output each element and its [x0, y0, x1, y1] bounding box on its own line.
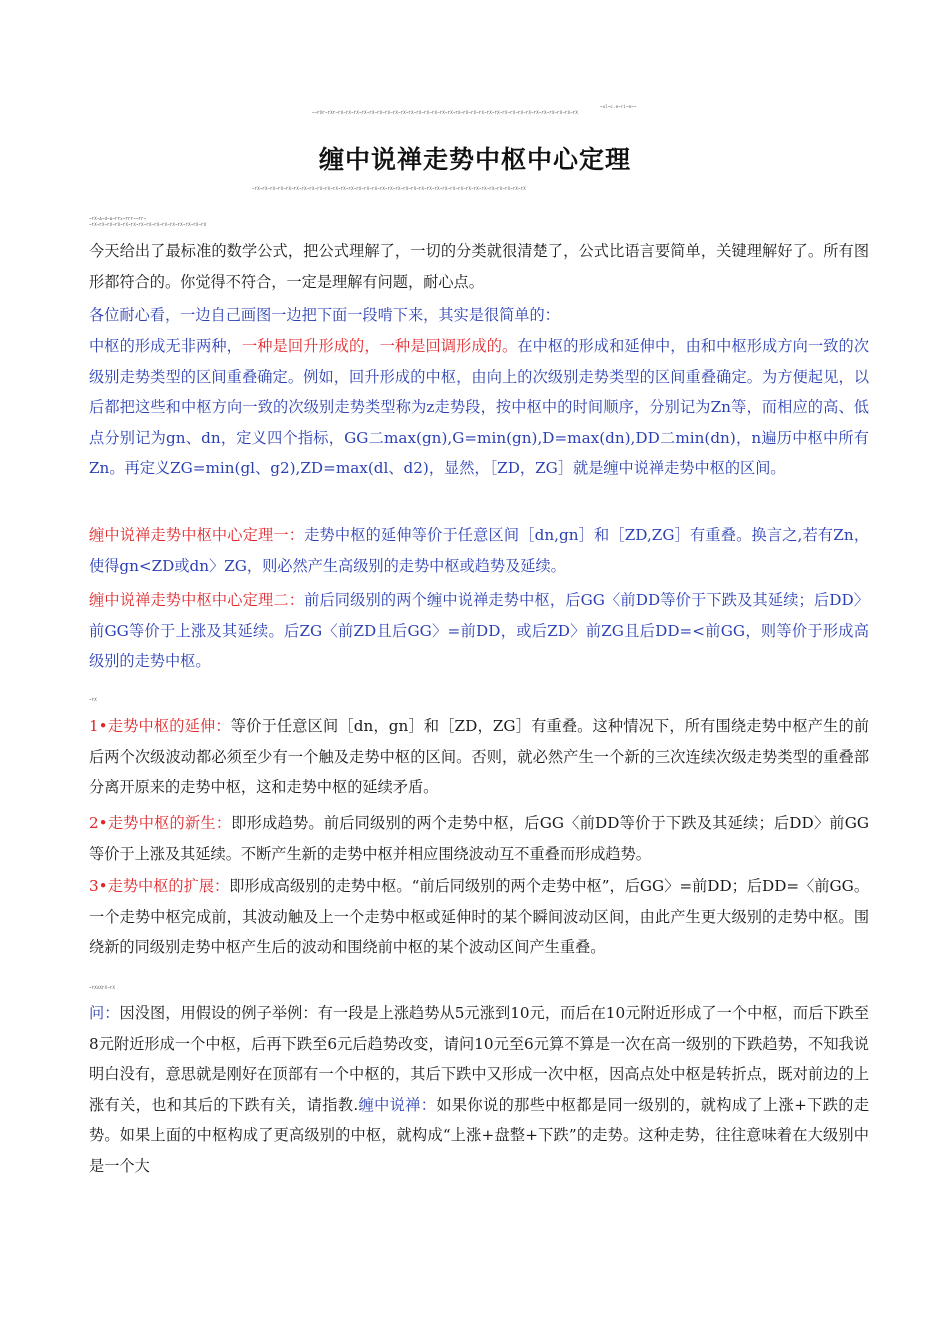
theorem-2-text: 前后同级别的两个缠中说禅走势中枢，后GG〈前DD等价于下跌及其延续；后DD〉前GG等价于上涨及其延续。后ZG〈前ZD且后GG〉=前DD，或后ZD〉前ZG且后DD=<前GG，则等价于形成高级别的走势中枢。 — [89, 591, 869, 670]
header-deco-small: ~ul~c.e~ri~e~~ — [600, 104, 637, 109]
answer-label: 缠中说禅： — [358, 1095, 437, 1114]
paragraph-point-2 — [89, 808, 869, 869]
paragraph-definition — [89, 331, 869, 484]
theorem-1-label: 缠中说禅走势中枢中心定理一： — [89, 526, 305, 544]
definition-lead: 中枢的形成无非两种， — [89, 337, 242, 355]
point-1-text: 等价于任意区间［dn，gn］和［ZD，ZG］有重叠。这种情况下，所有围绕走势中枢产生的前后两个次级波动都必须至少有一个触及走势中枢的区间。否则，就必然产生一个新的三次连续次级走势类型的重叠部分离开原来的走势中枢，这和走势中枢的延续矛盾。 — [89, 717, 870, 796]
paragraph-point-1 — [89, 711, 869, 803]
page-title: 缠中说禅走势中枢中心定理 — [318, 144, 631, 174]
paragraph-intro: 今天给出了最标准的数学公式，把公式理解了，一切的分类就很清楚了，公式比语言要简单，关键理解好了。所有图形都符合的。你觉得不符合，一定是理解有问题，耐心点。 — [89, 242, 869, 291]
point-3-label: 3•走势中枢的扩展： — [89, 877, 230, 895]
definition-highlight: 一种是回升形成的，一种是回调形成的。 — [241, 337, 518, 355]
section-mark-2: ~ΓX — [89, 697, 97, 702]
paragraph-theorem-1 — [89, 520, 869, 581]
question-text: 因没图，用假设的例子举例：有一段是上涨趋势从5元涨到10元，而后在10元附近形成了一个中枢，而后下跌至8元附近形成一个中枢，后再下跌至6元后趋势改变，请问10元至6元算不算是一次在高一级别的下跌趋势，不知我说明白没有，意思就是刚好在顶部有一个中枢的，其后下跌中又形成一次中枢，因高点处中枢是转折点，既对前边的上涨有关，也和其后的下跌有关，请指教. — [89, 1004, 869, 1114]
paragraph-instruction: 各位耐心看，一边自己画图一边把下面一段啃下来，其实是很简单的： — [89, 306, 560, 324]
answer-text: 如果你说的那些中枢都是同一级别的，就构成了上涨+下跌的走势。如果上面的中枢构成了更高级别的中枢，就构成“上涨+盘整+下跌”的走势。这种走势，往往意味着在大级别中是一个大 — [89, 1095, 870, 1175]
header-deco-top-line: ~~ΓXΓ~ΓXΓ~ΓX~ΓX~ΓX~ΓX~ΓX~ΓX~ΓX~ΓX~ΓX~ΓX~ΓX~ΓX~ΓX~ΓX~ΓX~ΓX~ΓX~ΓX~ΓX~ΓX~ΓX~ΓX~ΓX~ΓX~ΓX~ΓX~ΓX~ΓX~ΓX~ΓX~ΓX — [312, 110, 579, 115]
header-deco-bottom-line: ~ΓX~ΓX~ΓX~ΓX~ΓX~ΓX~ΓX~ΓX~ΓX~ΓX~ΓX~ΓX~ΓX~ΓX~ΓX~ΓX~ΓX~ΓX~ΓX~ΓX~ΓX~ΓX~ΓX~ΓX~ΓX~ΓX~ΓX~ΓX~ΓX~ΓX~ΓX~ΓX~ΓX~ΓX~ΓX — [252, 186, 526, 191]
point-2-label: 2•走势中枢的新生： — [89, 814, 232, 832]
section-mark-3: ~ΓXΛXΓX~ΓX — [89, 985, 116, 990]
section-mark-intro-1: ~ΓX~Δ~d~Δ~ΓΓx~ΓΓΓ~~ΓΓ~ — [89, 216, 147, 221]
question-label: 问： — [89, 1004, 120, 1022]
section-mark-intro-2: ~ΓX~ΓX~ΓX~ΓX~ΓX~ΓX~ΓX~ΓX~ΓX~ΓX~ΓX~ΓX~ΓX~ΓX~ΓX — [89, 222, 207, 227]
definition-body: 在中枢的形成和延伸中，由和中枢形成方向一致的次级别走势类型的区间重叠确定。例如，回升形成的中枢，由向上的次级别走势类型的区间重叠确定。为方便起见，以后都把这些和中枢方向一致的次级别走势类型称为z走势段，按中枢中的时间顺序，分别记为Zn等，而相应的高、低点分别记为gn、dn，定义四个指标，GG二max(gn),G=min(gn),D=max(dn),DD二min(dn)，n遍历中枢中所有Zn。再定义ZG=min(gl、g2),ZD=max(dl、d2)，显然，［ZD，ZG］就是缠中说禅走势中枢的区间。 — [89, 337, 870, 477]
paragraph-qa — [89, 998, 869, 1181]
theorem-1-text: 走势中枢的延伸等价于任意区间［dn,gn］和［ZD,ZG］有重叠。换言之,若有Zn，使得gn<ZD或dn〉ZG，则必然产生高级别的走势中枢或趋势及延续。 — [89, 526, 870, 575]
paragraph-theorem-2 — [89, 585, 869, 677]
paragraph-point-3 — [89, 871, 869, 963]
point-2-text: 即形成趋势。前后同级别的两个走势中枢，后GG〈前DD等价于下跌及其延续；后DD〉前GG等价于上涨及其延续。不断产生新的走势中枢并相应围绕波动互不重叠而形成趋势。 — [89, 814, 869, 863]
point-3-text: 即形成高级别的走势中枢。“前后同级别的两个走势中枢”，后GG〉=前DD；后DD=〈前GG。一个走势中枢完成前，其波动触及上一个走势中枢或延伸时的某个瞬间波动区间，由此产生更大级别的走势中枢。围绕新的同级别走势中枢产生后的波动和围绕前中枢的某个波动区间产生重叠。 — [89, 877, 870, 956]
point-1-label: 1•走势中枢的延伸： — [89, 717, 231, 735]
theorem-2-label: 缠中说禅走势中枢中心定理二： — [89, 591, 305, 609]
